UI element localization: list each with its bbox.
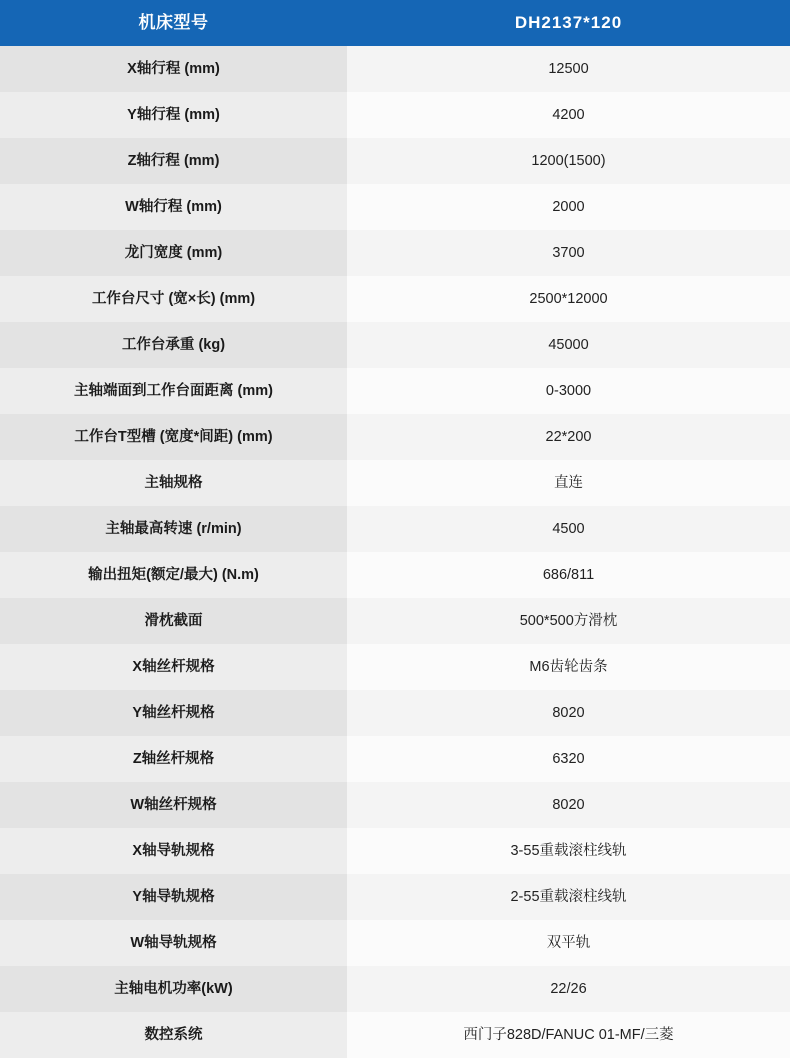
table-row — [0, 368, 790, 414]
table-row — [0, 322, 790, 368]
spec-value: 22/26 — [347, 966, 790, 1012]
spec-label: W轴导轨规格 — [0, 920, 347, 966]
spec-label: 工作台承重 (kg) — [0, 322, 347, 368]
table-row — [0, 828, 790, 874]
spec-value: 45000 — [347, 322, 790, 368]
spec-value: 8020 — [347, 782, 790, 828]
spec-value: 4500 — [347, 506, 790, 552]
table-row — [0, 184, 790, 230]
table-row — [0, 414, 790, 460]
table-row — [0, 1012, 790, 1058]
table-row — [0, 506, 790, 552]
spec-value: 686/811 — [347, 552, 790, 598]
table-row — [0, 276, 790, 322]
spec-value: 2-55重载滚柱线轨 — [347, 874, 790, 920]
table-header — [0, 0, 790, 46]
table-row — [0, 736, 790, 782]
table-row — [0, 874, 790, 920]
table-header-row — [0, 0, 790, 46]
table-row — [0, 598, 790, 644]
spec-label: 主轴规格 — [0, 460, 347, 506]
table-row — [0, 920, 790, 966]
spec-label: Y轴行程 (mm) — [0, 92, 347, 138]
spec-value: 3-55重载滚柱线轨 — [347, 828, 790, 874]
table-row — [0, 966, 790, 1012]
spec-label: Z轴行程 (mm) — [0, 138, 347, 184]
spec-value: 2500*12000 — [347, 276, 790, 322]
table-row — [0, 552, 790, 598]
spec-value: 500*500方滑枕 — [347, 598, 790, 644]
spec-label: 龙门宽度 (mm) — [0, 230, 347, 276]
spec-label: 数控系统 — [0, 1012, 347, 1058]
spec-label: 滑枕截面 — [0, 598, 347, 644]
table-row — [0, 782, 790, 828]
header-model-value: DH2137*120 — [347, 0, 790, 46]
table-body — [0, 46, 790, 1058]
table-row — [0, 460, 790, 506]
spec-label: Y轴丝杆规格 — [0, 690, 347, 736]
table-row — [0, 138, 790, 184]
table-row — [0, 46, 790, 92]
spec-label: 主轴电机功率(kW) — [0, 966, 347, 1012]
spec-label: 主轴端面到工作台面距离 (mm) — [0, 368, 347, 414]
spec-value: 4200 — [347, 92, 790, 138]
table-row — [0, 92, 790, 138]
spec-value: 西门子828D/FANUC 01-MF/三菱 — [347, 1012, 790, 1058]
spec-value: 3700 — [347, 230, 790, 276]
spec-value: 6320 — [347, 736, 790, 782]
spec-label: X轴丝杆规格 — [0, 644, 347, 690]
spec-label: X轴导轨规格 — [0, 828, 347, 874]
spec-value: 8020 — [347, 690, 790, 736]
spec-label: Z轴丝杆规格 — [0, 736, 347, 782]
spec-value: 直连 — [347, 460, 790, 506]
table-row — [0, 644, 790, 690]
spec-value: 2000 — [347, 184, 790, 230]
spec-label: Y轴导轨规格 — [0, 874, 347, 920]
spec-label: 工作台T型槽 (宽度*间距) (mm) — [0, 414, 347, 460]
spec-value: 22*200 — [347, 414, 790, 460]
spec-label: X轴行程 (mm) — [0, 46, 347, 92]
spec-value: 1200(1500) — [347, 138, 790, 184]
spec-value: 12500 — [347, 46, 790, 92]
spec-label: 工作台尺寸 (宽×长) (mm) — [0, 276, 347, 322]
table-row — [0, 230, 790, 276]
spec-label: 主轴最高转速 (r/min) — [0, 506, 347, 552]
spec-value: 0-3000 — [347, 368, 790, 414]
spec-value: 双平轨 — [347, 920, 790, 966]
spec-label: 输出扭矩(额定/最大) (N.m) — [0, 552, 347, 598]
spec-value: M6齿轮齿条 — [347, 644, 790, 690]
spec-label: W轴行程 (mm) — [0, 184, 347, 230]
spec-label: W轴丝杆规格 — [0, 782, 347, 828]
table-row — [0, 690, 790, 736]
header-model-label: 机床型号 — [0, 0, 347, 46]
